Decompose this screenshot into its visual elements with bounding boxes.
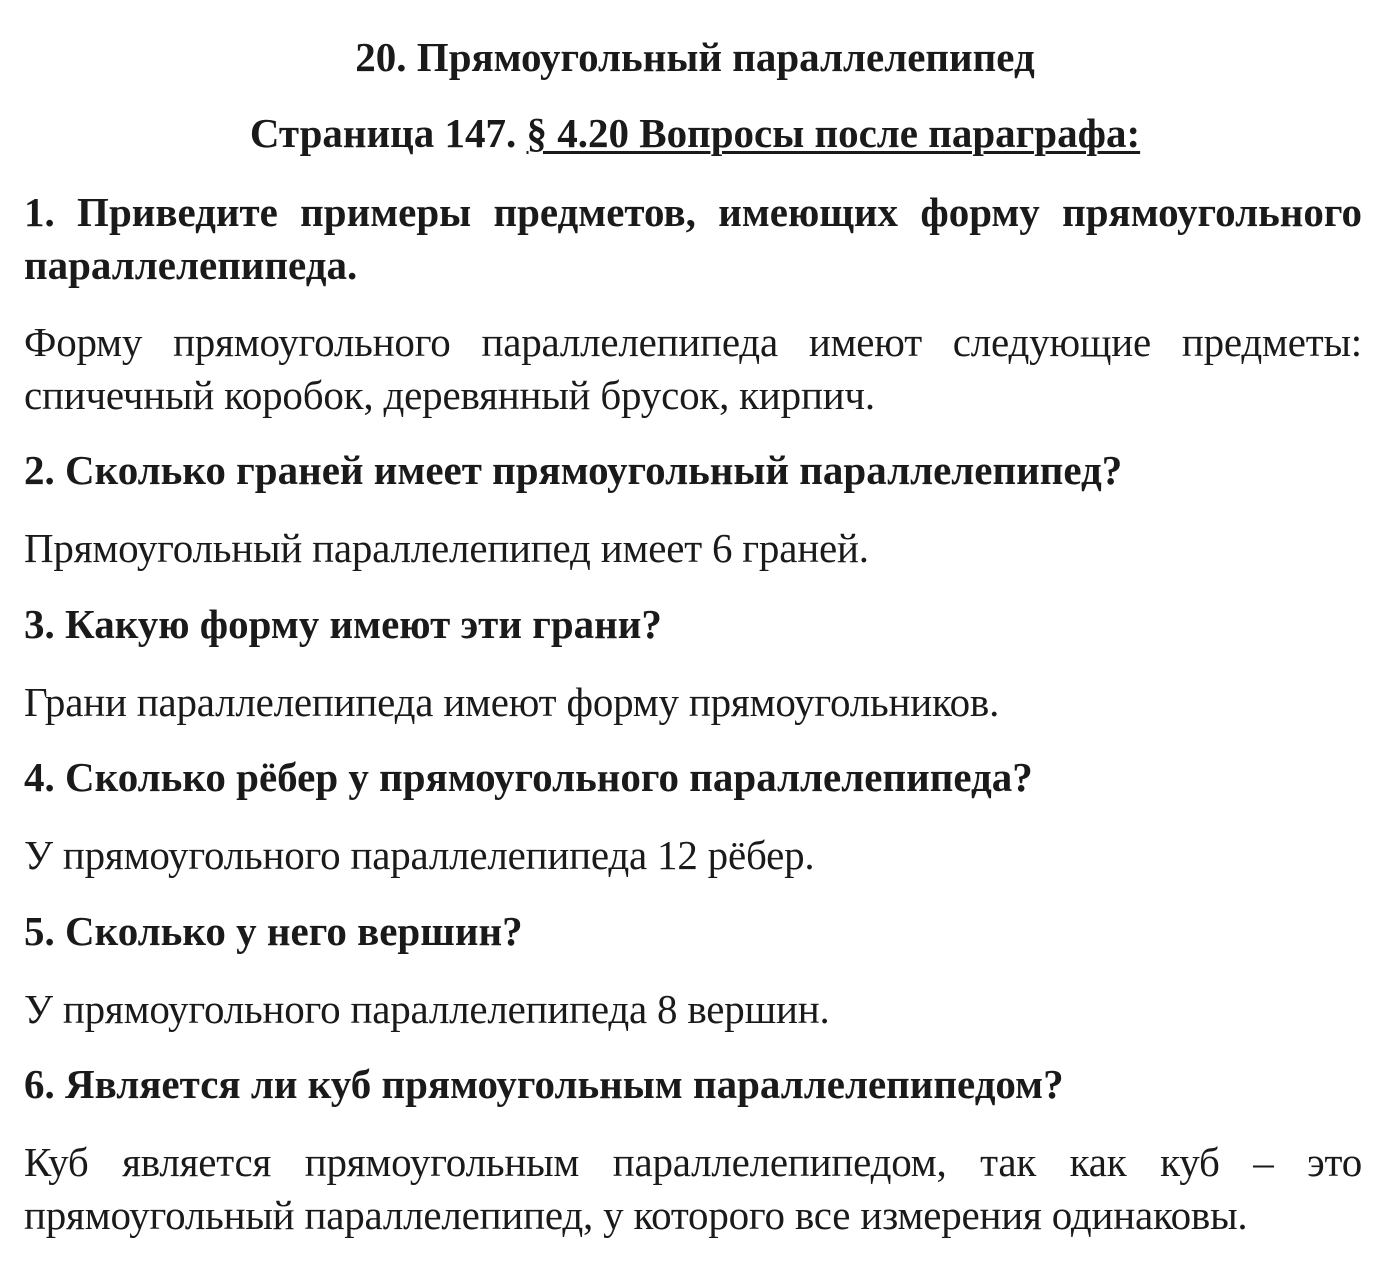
question-1: 1. Приведите примеры предметов, имеющих форму прямоугольного параллелепипеда. [24, 189, 1362, 288]
answer-2: Прямоугольный параллелепипед имеет 6 граней. [24, 525, 869, 571]
question-5: 5. Сколько у него вершин? [24, 908, 523, 954]
answer-1: Форму прямоугольного параллелепипеда имеют следующие предметы: спичечный коробок, деревянный брусок, кирпич. [24, 319, 1362, 418]
answer-5: У прямоугольного параллелепипеда 8 вершин. [24, 986, 830, 1032]
page-subtitle [0, 108, 1390, 158]
answer-4: У прямоугольного параллелепипеда 12 рёбер. [24, 832, 815, 878]
page-title: 20. Прямоугольный параллелепипед [355, 34, 1035, 80]
question-6: 6. Является ли куб прямоугольным параллелепипедом? [24, 1061, 1064, 1107]
question-4: 4. Сколько рёбер у прямоугольного параллелепипеда? [24, 754, 1033, 800]
question-3: 3. Какую форму имеют эти грани? [24, 601, 662, 647]
answer-6: Куб является прямоугольным параллелепипедом, так как куб – это прямоугольный параллелепипед, у которого все измерения одинаковы. [24, 1139, 1362, 1238]
page-reference: Страница 147. [249, 110, 517, 156]
answer-3: Грани параллелепипеда имеют форму прямоугольников. [24, 679, 1000, 725]
question-2: 2. Сколько граней имеет прямоугольный параллелепипед? [24, 447, 1123, 493]
section-heading: § 4.20 Вопросы после параграфа: [526, 110, 1141, 156]
